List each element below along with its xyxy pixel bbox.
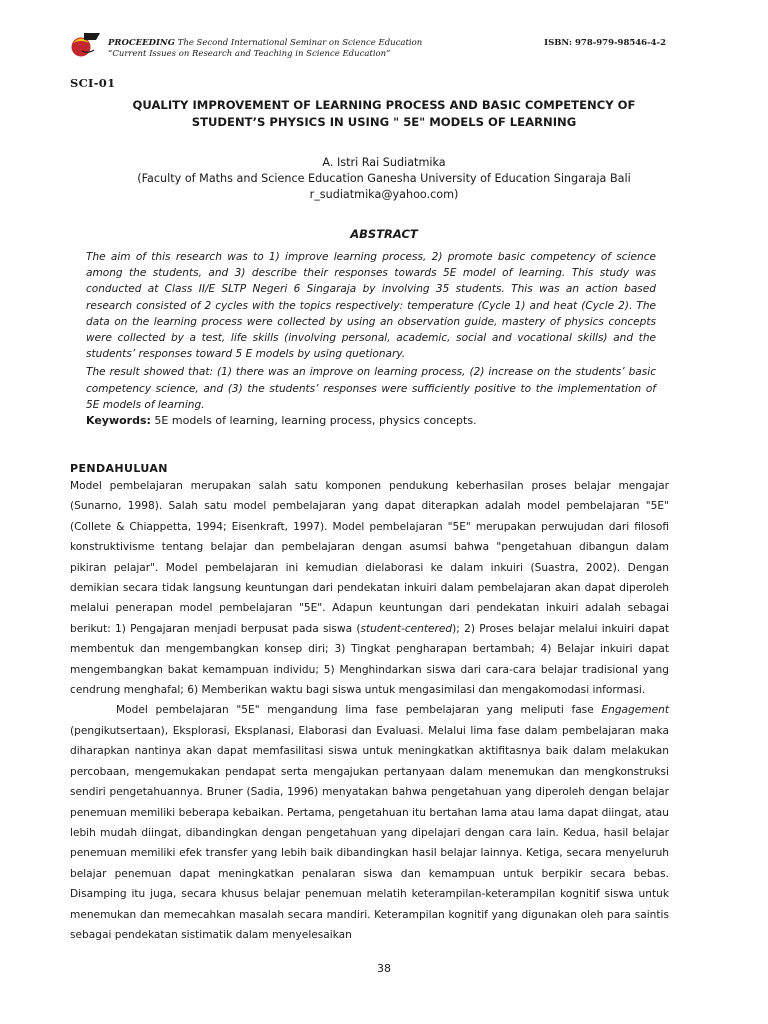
author-email: r_sudiatmika@yahoo.com) [309,188,459,201]
proceeding-subtitle: “Current Issues on Research and Teaching in Science Education” [108,49,391,59]
proceeding-title: PROCEEDING The Second International Seminar on Science Education [108,38,423,48]
isbn: ISBN: 978-979-98546-4-2 [544,38,666,48]
abstract-heading: ABSTRACT [350,227,418,241]
author-block [70,155,698,203]
keywords-label: Keywords: [86,414,151,427]
body-paragraph: Model pembelajaran "5E" mengandung lima fase pembelajaran yang meliputi fase Engagement (pengikutsertaan), Eksplorasi, Eksplanasi, Elaborasi dan Evaluasi. Melalui lima fase dalam pembelajaran maka diharapkan nantinya akan dapat memfasilitasi siswa untuk meningkatkan aktifitasnya baik dalam melakukan percobaan, mengemukakan pendapat serta mengajukan pertanyaan dalam menemukan dan mengkonstruksi sendiri pengetahuannya. Bruner (Sadia, 1996) menyatakan bahwa pengetahuan yang diperoleh dengan belajar penemuan memiliki beberapa kebaikan. Pertama, pengetahuan itu bertahan lama atau lama dapat diingat, atau lebih mudah diingat, dibandingkan dengan pengetahuan yang dipelajari dengan cara lain. Kedua, hasil belajar penemuan memiliki efek transfer yang lebih baik dibandingkan hasil belajar lainnya. Ketiga, secara menyeluruh belajar penemuan dapat meningkatkan penalaran siswa dan kemampuan untuk berpikir secara bebas. Disamping itu juga, secara khusus belajar penemuan melatih keterampilan-keterampilan kognitif siswa untuk menemukan dan memecahkan masalah secara mandiri. Keterampilan kognitif yang digunakan oleh para saintis sebagai pendekatan sistimatik dalam menyelesaikan [70,704,669,941]
abstract-paragraph: The aim of this research was to 1) improve learning process, 2) promote basic competency of science among the students, and 3) describe their responses towards 5E model of learning. This study was conducted at Class II/E SLTP Negeri 6 Singaraja by involving 35 students. This was an action based research consisted of 2 cycles with the topics respectively: temperature (Cycle 1) and heat (Cycle 2). The data on the learning process were collected by using an observation guide, mastery of physics concepts were collected by a test, life skills (involving personal, academic, social and vocational skills) and the students’ responses toward 5 E models by using quetionary. [86,251,656,361]
paper-title [70,97,698,131]
body-paragraph: Model pembelajaran merupakan salah satu komponen pendukung keberhasilan proses belajar mengajar (Sunarno, 1998). Salah satu model pembelajaran yang dapat diterapkan adalah model pembelajaran "5E" (Collete & Chiappetta, 1994; Eisenkraft, 1997). Model pembelajaran "5E" merupakan perwujudan dari filosofi konstruktivisme tentang belajar dan pembelajaran dengan asumsi bahwa "pengetahuan dibangun dalam pikiran pelajar". Model pembelajaran ini kemudian dielaborasi ke dalam inkuiri (Suastra, 2002). Dengan demikian secara tidak langsung keuntungan dari pendekatan inkuiri dalam pembelajaran akan dapat diperoleh melalui penerapan model pembelajaran "5E". Adapun keuntungan dari pendekatan inkuiri adalah sebagai berikut: 1) Pengajaran menjadi berpusat pada siswa (student-centered); 2) Proses belajar melalui inkuiri dapat membentuk dan mengembangkan konsep diri; 3) Tingkat pengharapan bertambah; 4) Belajar inkuiri dapat mengembangkan bakat kemampuan individu; 5) Menghindarkan siswa dari cara-cara belajar tradisional yang cendrung menghafal; 6) Memberikan waktu bagi siswa untuk mengasimilasi dan mengakomodasi informasi. [70,480,669,697]
keywords-text: 5E models of learning, learning process, physics concepts. [150,414,477,427]
keywords [86,414,666,427]
university-logo [70,30,102,60]
page-number: 38 [377,962,391,975]
author-affiliation: (Faculty of Maths and Science Education Ganesha University of Education Singaraja Bali [137,172,631,185]
title-line-2: STUDENT’S PHYSICS IN USING " 5E" MODELS OF LEARNING [191,115,577,129]
abstract-paragraph: The result showed that: (1) there was an improve on learning process, (2) increase on the students’ basic competency science, and (3) the students’ responses were sufficiently positive to the implementation of 5E models of learning. [86,366,656,411]
proceeding-header [108,38,508,60]
abstract [86,249,656,415]
author-name: A. Istri Rai Sudiatmika [322,156,446,169]
title-line-1: QUALITY IMPROVEMENT OF LEARNING PROCESS AND BASIC COMPETENCY OF [132,98,636,112]
section-heading: PENDAHULUAN [70,462,168,475]
section-body [70,476,669,945]
paper-code: SCI-01 [70,76,116,90]
